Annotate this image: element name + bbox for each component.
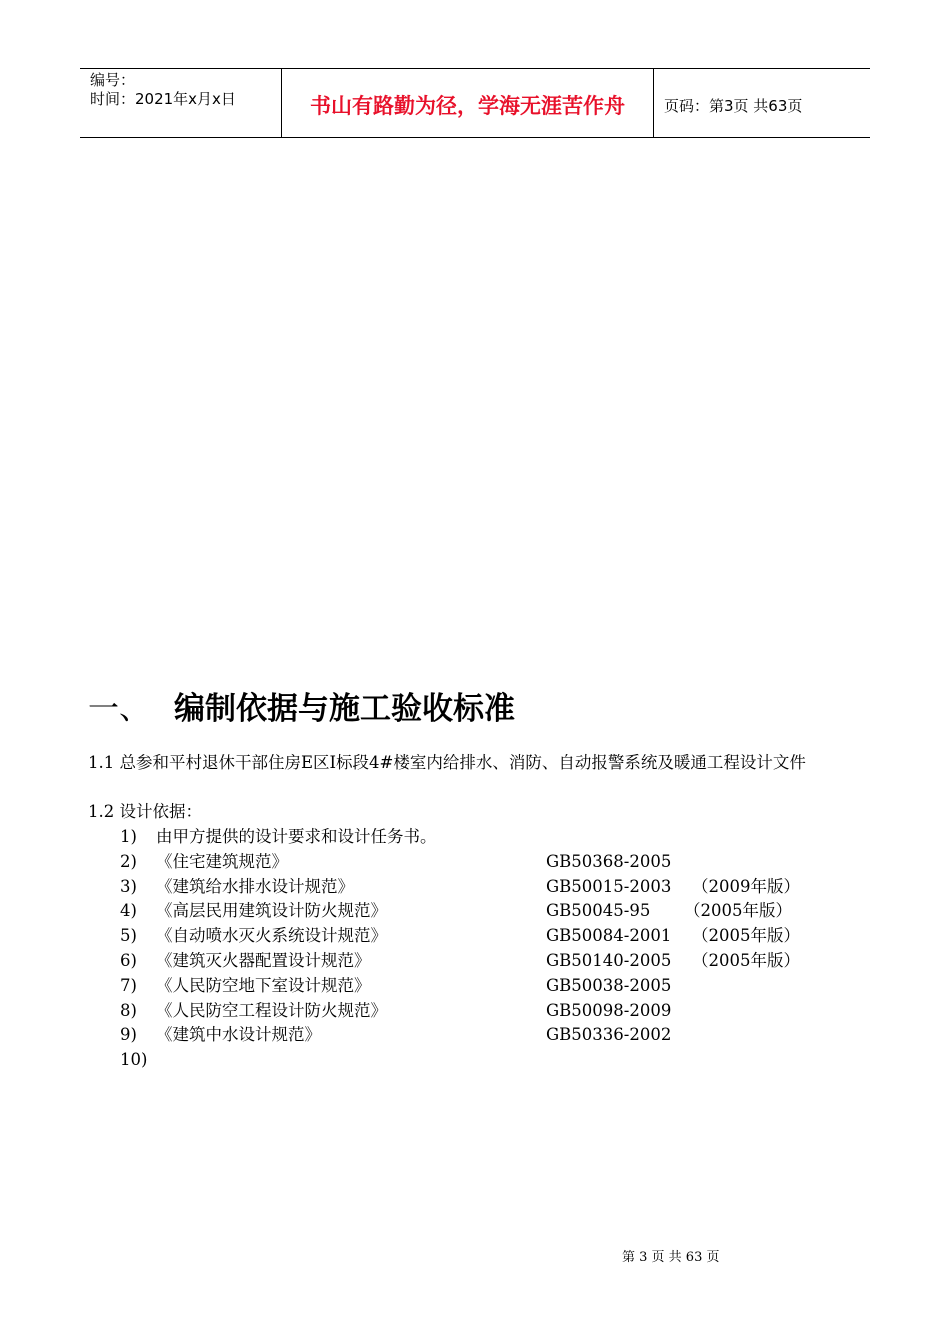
- item-number: 5): [120, 926, 137, 946]
- item-edition: （2005年版）: [692, 926, 800, 946]
- header-number-label: 编号：: [90, 71, 136, 89]
- list-item: [120, 924, 840, 949]
- page-footer: 第 3 页 共 63 页: [622, 1250, 720, 1265]
- header-meta-cell: [80, 69, 282, 137]
- item-number: 3): [120, 876, 137, 896]
- item-standard-code: GB50336-2002: [546, 1025, 672, 1045]
- item-standard-code: GB50140-2005: [546, 950, 672, 970]
- item-title: 《建筑中水设计规范》: [156, 1025, 321, 1045]
- section-heading: [88, 683, 515, 728]
- design-basis-label: 1.2 设计依据：: [88, 802, 202, 821]
- item-title: 《自动喷水灭火系统设计规范》: [156, 926, 387, 946]
- header-page-info: 页码：第3页 共63页: [664, 96, 803, 115]
- item-number: 1): [120, 827, 137, 846]
- list-item: [120, 1023, 840, 1048]
- item-title: 《人民防空地下室设计规范》: [156, 975, 371, 995]
- design-documents-paragraph: 1.1 总参和平村退休干部住房E区Ⅰ标段4#楼室内给排水、消防、自动报警系统及暖通工程设计文件: [88, 753, 806, 772]
- item-standard-code: GB50038-2005: [546, 975, 672, 995]
- list-item: [120, 999, 840, 1024]
- item-number: 7): [120, 975, 137, 995]
- header-motto: 书山有路勤为径，学海无涯苦作舟: [282, 69, 654, 137]
- item-title: 《高层民用建筑设计防火规范》: [156, 901, 387, 921]
- section-number: 一、: [88, 691, 150, 727]
- item-number: 2): [120, 851, 137, 871]
- item-number: 4): [120, 901, 137, 921]
- item-number: 6): [120, 950, 137, 970]
- list-item: [120, 1048, 840, 1073]
- item-title: 《建筑灭火器配置设计规范》: [156, 950, 371, 970]
- item-standard-code: GB50045-95: [546, 901, 651, 921]
- item-title: 《人民防空工程设计防火规范》: [156, 1000, 387, 1020]
- item-edition: （2005年版）: [684, 901, 792, 921]
- item-title: 《住宅建筑规范》: [156, 851, 288, 871]
- page-header: [80, 68, 870, 138]
- list-item: [120, 899, 840, 924]
- item-standard-code: GB50084-2001: [546, 926, 672, 946]
- list-item: [120, 875, 840, 900]
- item-title: 由甲方提供的设计要求和设计任务书。: [156, 827, 437, 846]
- item-number: 10): [120, 1050, 148, 1070]
- item-edition: （2005年版）: [692, 950, 800, 970]
- section-title: 编制依据与施工验收标准: [174, 691, 515, 727]
- list-item: [120, 850, 840, 875]
- list-item: [120, 974, 840, 999]
- item-title: 《建筑给水排水设计规范》: [156, 876, 354, 896]
- item-standard-code: GB50368-2005: [546, 851, 672, 871]
- item-standard-code: GB50015-2003: [546, 876, 672, 896]
- item-edition: （2009年版）: [692, 876, 800, 896]
- header-date-label: 时间：2021年x月x日: [90, 90, 236, 108]
- item-standard-code: GB50098-2009: [546, 1000, 672, 1020]
- design-basis-list: [120, 825, 840, 1073]
- item-number: 9): [120, 1025, 137, 1045]
- item-number: 8): [120, 1000, 137, 1020]
- list-item: [120, 825, 840, 850]
- list-item: [120, 949, 840, 974]
